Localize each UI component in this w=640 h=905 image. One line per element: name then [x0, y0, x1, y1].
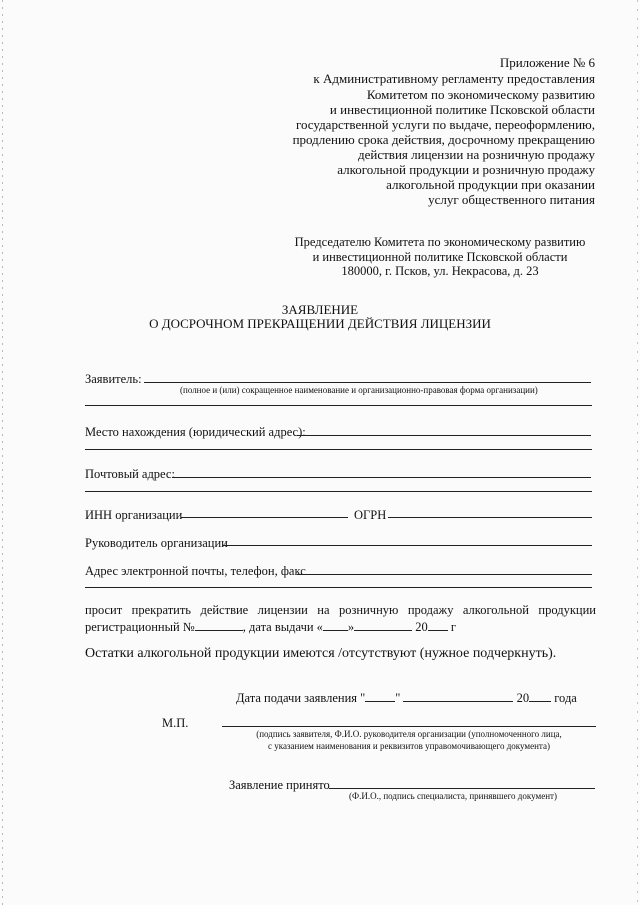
addressee-line-1: Председателю Комитета по экономическому развитию	[294, 235, 586, 249]
appendix-line-9: алкогольной продукции при оказании	[386, 177, 595, 192]
director-field[interactable]	[223, 545, 592, 546]
accepted-field[interactable]	[329, 788, 595, 789]
appendix-line-4: и инвестиционной политике Псковской области	[329, 102, 595, 117]
accepted-hint: (Ф.И.О., подпись специалиста, принявшего документ)	[349, 791, 557, 801]
seal-label: М.П.	[162, 716, 189, 730]
appendix-line-1: Приложение № 6	[499, 55, 595, 70]
reg-number-field[interactable]	[195, 619, 243, 631]
document-title: ЗАЯВЛЕНИЕ	[281, 302, 359, 317]
contacts-field-line-2[interactable]	[85, 587, 592, 588]
appendix-line-6: продлению срока действия, досрочному прекращению	[292, 132, 595, 147]
document-subtitle: О ДОСРОЧНОМ ПРЕКРАЩЕНИИ ДЕЙСТВИЯ ЛИЦЕНЗИИ	[149, 316, 491, 331]
issue-date-label: , дата выдачи «	[242, 620, 323, 634]
director-label: Руководитель организации	[85, 536, 228, 550]
appendix-line-7: действия лицензии на розничную продажу	[358, 147, 595, 162]
alcohol-remains-statement: Остатки алкогольной продукции имеются /отсутствуют (нужное подчеркнуть).	[85, 646, 557, 661]
applicant-field-line-2[interactable]	[85, 405, 592, 406]
request-text-line-2: регистрационный № , дата выдачи « » 20 г	[85, 620, 457, 634]
submission-month-field[interactable]	[403, 690, 513, 702]
signature-hint-line-1: (подпись заявителя, Ф.И.О. руководителя организации (уполномоченного лица,	[256, 729, 562, 739]
reg-number-label: регистрационный №	[85, 620, 195, 634]
inn-field[interactable]	[181, 517, 348, 518]
appendix-line-10: услуг общественного питания	[428, 192, 595, 207]
signature-field[interactable]	[222, 726, 596, 727]
ogrn-label: ОГРН	[354, 508, 387, 522]
inn-label: ИНН организации	[85, 508, 183, 522]
submission-date-line: Дата подачи заявления " " 20 года	[236, 691, 577, 705]
location-label: Место нахождения (юридический адрес):	[85, 425, 306, 439]
signature-hint-line-2: с указанием наименования и реквизитов управомочивающего документа)	[268, 741, 550, 751]
request-text-line-1: просит прекратить действие лицензии на розничную продажу алкогольной продукции	[85, 603, 596, 617]
contacts-field[interactable]	[297, 574, 592, 575]
applicant-label: Заявитель:	[85, 372, 142, 386]
appendix-line-3: Комитетом по экономическому развитию	[366, 87, 595, 102]
scan-right-edge	[637, 0, 638, 905]
issue-day-field[interactable]	[323, 619, 348, 631]
addressee-line-3: 180000, г. Псков, ул. Некрасова, д. 23	[341, 264, 539, 278]
contacts-label: Адрес электронной почты, телефон, факс	[85, 564, 306, 578]
postal-address-field-line-2[interactable]	[85, 491, 592, 492]
location-field[interactable]	[297, 435, 591, 436]
scan-left-edge	[2, 0, 3, 905]
addressee-line-2: и инвестиционной политике Псковской области	[312, 250, 568, 264]
submission-day-field[interactable]	[365, 690, 395, 702]
appendix-line-8: алкогольной продукции и розничную продажу	[337, 162, 595, 177]
postal-address-label: Почтовый адрес:	[85, 467, 175, 481]
postal-address-field[interactable]	[172, 477, 591, 478]
issue-month-field[interactable]	[354, 619, 412, 631]
accepted-label: Заявление принято	[229, 778, 330, 792]
appendix-line-2: к Административному регламенту предоставления	[313, 71, 595, 86]
appendix-line-5: государственной услуги по выдаче, переоформлению,	[295, 117, 595, 132]
applicant-hint: (полное и (или) сокращенное наименование и организационно-правовая форма организации)	[180, 385, 538, 395]
issue-year-field[interactable]	[428, 619, 448, 631]
submission-year-field[interactable]	[529, 690, 551, 702]
ogrn-field[interactable]	[388, 517, 592, 518]
applicant-field[interactable]	[144, 382, 591, 383]
location-field-line-2[interactable]	[85, 449, 592, 450]
